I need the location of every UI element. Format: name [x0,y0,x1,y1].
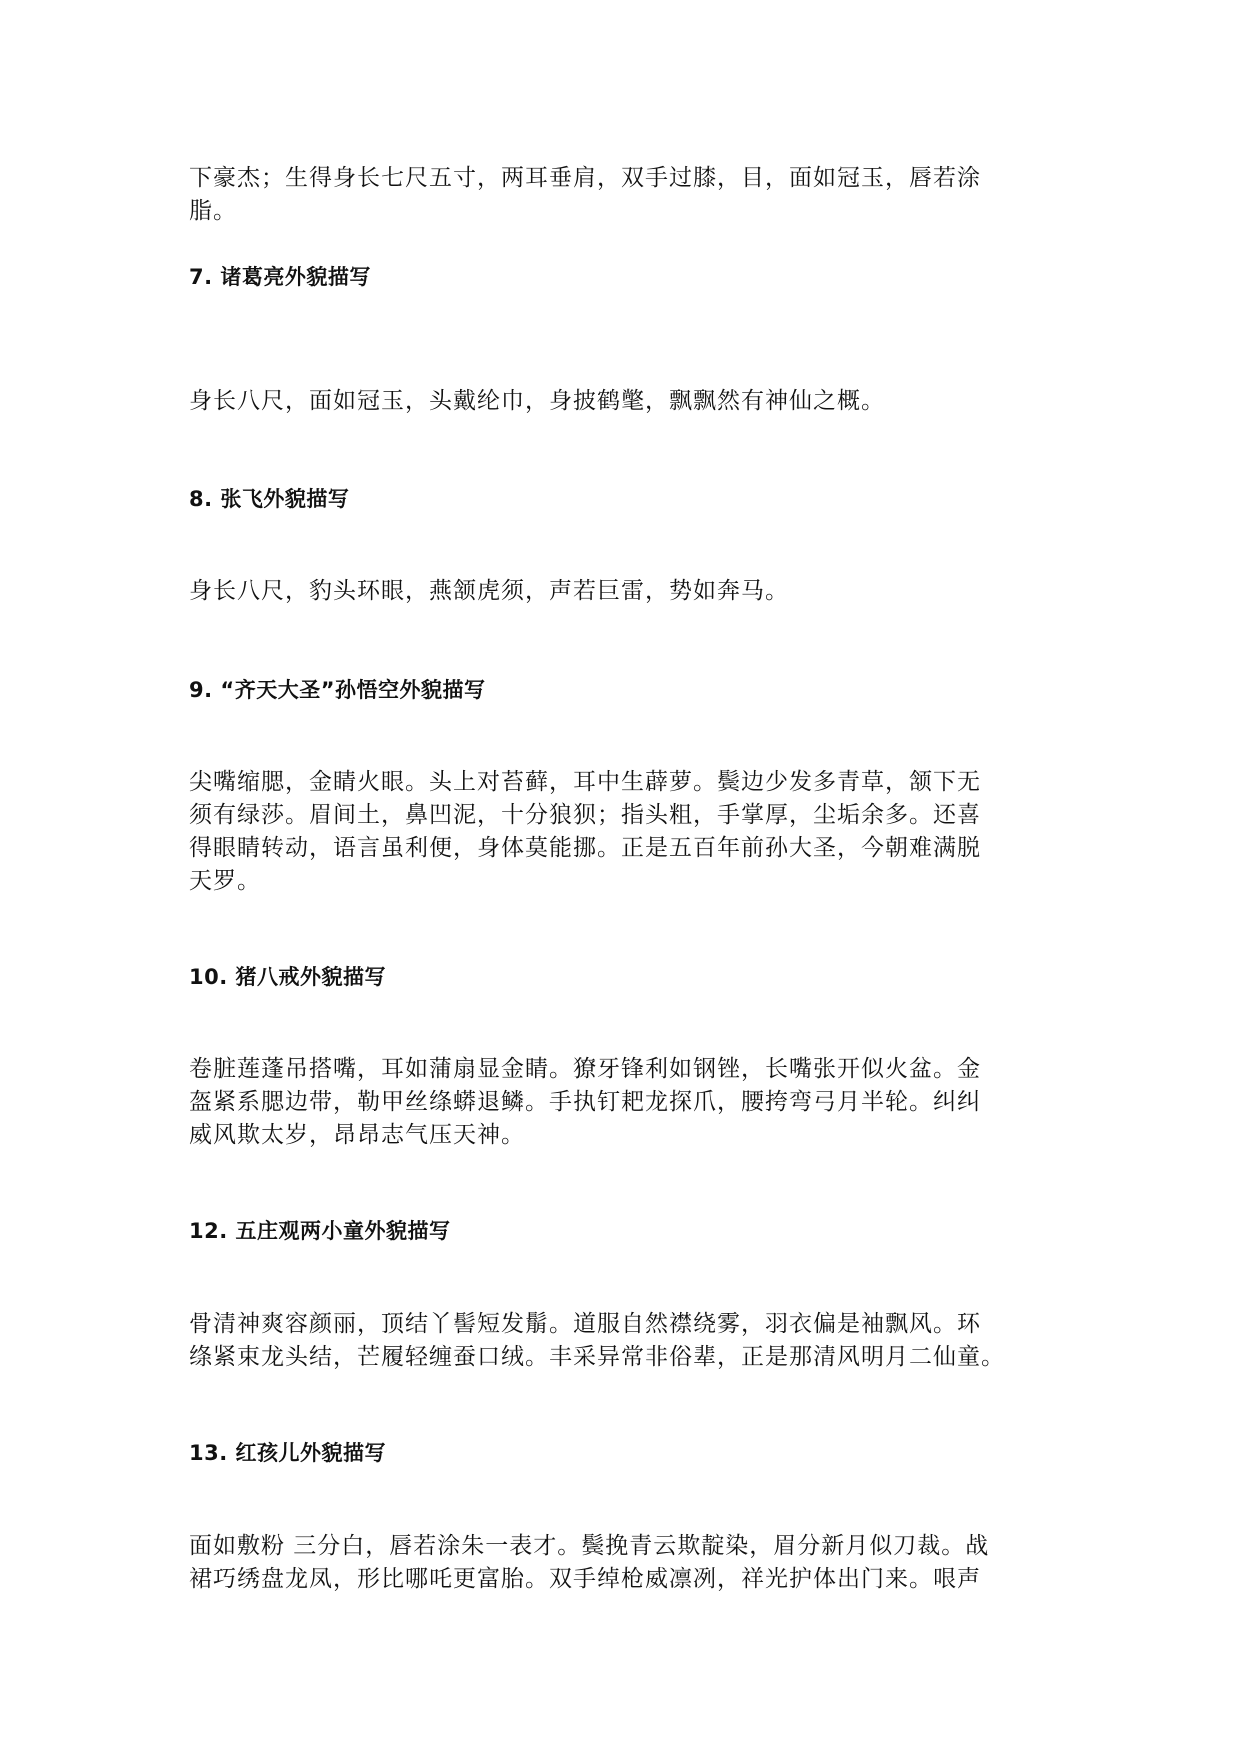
heading-sun-wukong: 9. “齐天大圣”孙悟空外貌描写 [189,678,486,702]
paragraph-wuzhuang-boys [189,1308,1059,1374]
text-line: 盔紧系腮边带，勒甲丝绦蟒退鳞。手执钉耙龙探爪，腰挎弯弓月半轮。纠纠 [189,1089,981,1115]
heading-zhuge-liang: 7. 诸葛亮外貌描写 [189,265,371,289]
text-line: 骨清神爽容颜丽，顶结丫髻短发鬅。道服自然襟绕雾，羽衣偏是袖飘风。环 [189,1311,981,1337]
text-line: 脂。 [189,198,237,224]
paragraph-zhuge-liang [189,385,1059,418]
text-line: 身长八尺，面如冠玉，头戴纶巾，身披鹤氅，飘飘然有神仙之概。 [189,388,885,414]
text-line: 裙巧绣盘龙凤，形比哪吒更富胎。双手绰枪威凛冽，祥光护体出门来。哏声 [189,1566,981,1592]
heading-wuzhuang-boys: 12. 五庄观两小童外貌描写 [189,1219,451,1243]
heading-zhu-bajie: 10. 猪八戒外貌描写 [189,965,387,989]
heading-red-boy: 13. 红孩儿外貌描写 [189,1441,387,1465]
text-line: 尖嘴缩腮，金睛火眼。头上对苔藓，耳中生薜萝。鬓边少发多青草，颔下无 [189,769,981,795]
paragraph-red-boy [189,1530,1059,1596]
text-line: 绦紧束龙头结，芒履轻缠蚕口绒。丰采异常非俗辈，正是那清风明月二仙童。 [189,1344,1005,1370]
paragraph-sun-wukong [189,766,1059,898]
text-line: 面如敷粉 三分白，唇若涂朱一表才。鬓挽青云欺靛染，眉分新月似刀裁。战 [189,1533,990,1559]
paragraph-zhang-fei [189,575,1059,608]
heading-zhang-fei: 8. 张飞外貌描写 [189,487,350,511]
text-line: 天罗。 [189,868,261,894]
text-line: 下豪杰；生得身长七尺五寸，两耳垂肩，双手过膝，目，面如冠玉，唇若涂 [189,165,981,191]
text-line: 得眼睛转动，语言虽利便，身体莫能挪。正是五百年前孙大圣，今朝难满脱 [189,835,981,861]
paragraph-zhu-bajie [189,1053,1059,1152]
paragraph-liubei-continuation [189,162,1059,228]
text-line: 卷脏莲蓬吊搭嘴，耳如蒲扇显金睛。獠牙锋利如钢锉，长嘴张开似火盆。金 [189,1056,981,1082]
text-line: 身长八尺，豹头环眼，燕颔虎须，声若巨雷，势如奔马。 [189,578,789,604]
text-line: 须有绿莎。眉间土，鼻凹泥，十分狼狈；指头粗，手掌厚，尘垢余多。还喜 [189,802,981,828]
text-line: 威风欺太岁，昂昂志气压天神。 [189,1122,525,1148]
